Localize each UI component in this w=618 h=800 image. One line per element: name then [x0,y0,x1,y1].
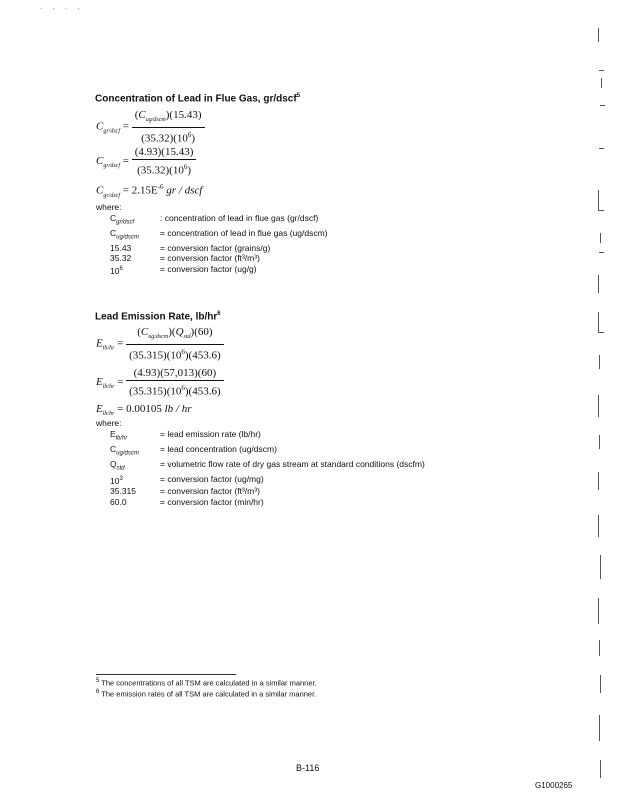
footnote-rule [96,674,236,675]
definition-row: $C_{gr/dscf}$ : concentration of lead in flue gas (gr/dscf) [110,212,319,226]
equation-emission-substituted: $E_{lb/hr}$ = $\frac{(4.93)(57,013)(60)}{(35.315)(10^6)(453.6)}$ [96,366,224,399]
section-heading-emission-rate: Lead Emission Rate, $lb/hr^6$ [95,311,221,323]
definition-row: 35.315 = conversion factor (ft³/m³) [110,486,260,497]
equation-concentration-substituted: $C_{gr/dscf}$ = $\frac{(4.93)(15.43)}{(35.32)(10^6)}$ [96,145,196,178]
equation-emission-result: $E_{lb/hr} = 0.00105$ lb / hr [96,403,192,418]
bates-number: G1000265 [535,781,573,790]
scan-marks: . . . . [40,2,84,11]
definition-row: $C_{ug/dscm}$ = lead concentration (ug/dscm) [110,443,277,457]
equation-concentration-result: $C_{gr/dscf} = 2.15E^{-6}$ gr / dscf [96,183,203,199]
definition-row: 35.32 = conversion factor (ft³/m³) [110,253,260,264]
definitions-concentration [96,202,328,276]
footnote: $^6$ The emission rates of all TSM are calculated in a similar manner. [96,689,317,699]
definition-row: $C_{ug/dscm}$ = concentration of lead in flue gas (ug/dscm) [110,227,328,241]
definition-row: 60.0 = conversion factor (min/hr) [110,496,264,507]
equation-emission-formula: $E_{lb/hr}$ = $\frac{(C_{ug/dscm})(Q_{std})(60)}{(35.315)(10^6)(453.6)}$ [96,325,224,363]
definitions-emission-rate [96,418,425,507]
definition-row: $10^3$ = conversion factor (ug/mg) [110,474,264,486]
page-number: B-116 [296,763,320,773]
section-heading-concentration: Concentration of Lead in Flue Gas, gr/dscf$^5$ [95,93,301,105]
where-label: where: [96,202,122,212]
definition-row: $10^6$ = conversion factor (ug/g) [110,263,257,276]
equation-concentration-formula: $C_{gr/dscf}$ = $\frac{(C_{ug/dscm})(15.43)}{(35.32)(10^6)}$ [96,108,205,146]
definition-row: 15.43 = conversion factor (grains/g) [110,242,271,253]
definition-row: $E_{lb/hr}$ = lead emission rate (lb/hr) [110,428,261,442]
footnotes [96,677,317,699]
where-label: where: [96,418,122,428]
definition-row: $Q_{std}$ = volumetric flow rate of dry gas stream at standard conditions (dscfm) [110,458,425,472]
footnote: $^5$ The concentrations of all TSM are calculated in a similar manner. [96,678,317,688]
